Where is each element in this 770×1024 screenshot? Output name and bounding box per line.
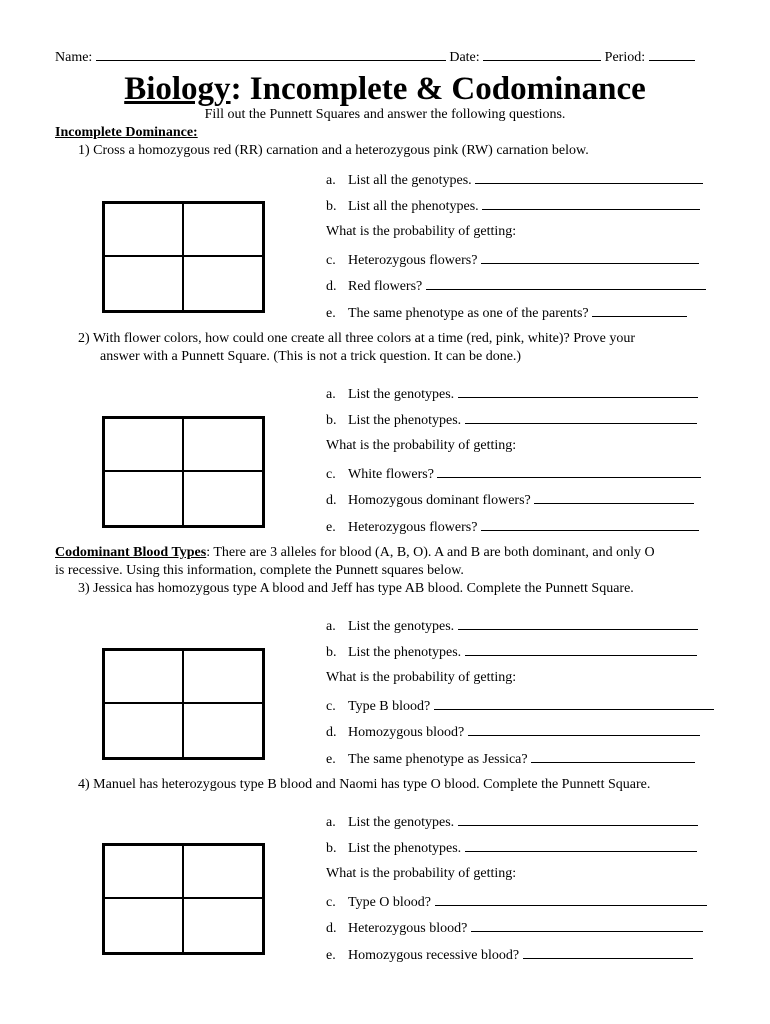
punnett-cell[interactable] bbox=[105, 472, 184, 525]
q3-b: b. List the phenotypes. bbox=[326, 643, 697, 661]
punnett-cell[interactable] bbox=[184, 846, 263, 899]
section-heading-codominant: Codominant Blood Types bbox=[55, 545, 207, 560]
q3-prob: What is the probability of getting: bbox=[326, 670, 517, 685]
codominant-intro-1: : There are 3 alleles for blood (A, B, O). A and B are both dominant, and only O bbox=[206, 545, 655, 560]
q4-a-answer[interactable] bbox=[458, 813, 698, 826]
header-row bbox=[55, 48, 695, 66]
q1-d: d. Red flowers? bbox=[326, 277, 706, 295]
instructions: Fill out the Punnett Squares and answer the following questions. bbox=[204, 107, 566, 122]
q4-b-answer[interactable] bbox=[465, 839, 697, 852]
q4-c-answer[interactable] bbox=[435, 893, 707, 906]
q4-e-answer[interactable] bbox=[523, 946, 693, 959]
q2-d: d. Homozygous dominant flowers? bbox=[326, 491, 694, 509]
title-rest: : Incomplete & Codominance bbox=[230, 71, 646, 107]
date-label: Date: bbox=[449, 50, 480, 65]
punnett-cell[interactable] bbox=[184, 899, 263, 952]
q4-a: a. List the genotypes. bbox=[326, 813, 698, 831]
name-label: Name: bbox=[55, 50, 93, 65]
punnett-cell[interactable] bbox=[105, 257, 184, 310]
title-subject: Biology bbox=[124, 71, 231, 107]
q2-e-answer[interactable] bbox=[481, 518, 699, 531]
question-2-line-2: answer with a Punnett Square. (This is not a trick question. It can be done.) bbox=[100, 349, 522, 364]
date-field[interactable] bbox=[483, 48, 601, 61]
q3-a-answer[interactable] bbox=[458, 617, 698, 630]
q2-b: b. List the phenotypes. bbox=[326, 411, 697, 429]
q2-d-answer[interactable] bbox=[534, 491, 694, 504]
page-title bbox=[0, 70, 770, 108]
question-3: 3) Jessica has homozygous type A blood and Jeff has type AB blood. Complete the Punnett Square. bbox=[78, 581, 634, 596]
q3-a: a. List the genotypes. bbox=[326, 617, 698, 635]
q2-prob: What is the probability of getting: bbox=[326, 438, 517, 453]
question-2-line-1: 2) With flower colors, how could one create all three colors at a time (red, pink, white)? Prove your bbox=[78, 331, 636, 346]
name-field[interactable] bbox=[96, 48, 446, 61]
q2-b-answer[interactable] bbox=[465, 411, 697, 424]
q4-c: c. Type O blood? bbox=[326, 893, 707, 911]
q1-c-answer[interactable] bbox=[481, 251, 699, 264]
q3-d-answer[interactable] bbox=[468, 723, 700, 736]
q3-c-answer[interactable] bbox=[434, 697, 714, 710]
period-label: Period: bbox=[604, 50, 646, 65]
q1-a-answer[interactable] bbox=[475, 171, 703, 184]
q4-prob: What is the probability of getting: bbox=[326, 866, 517, 881]
q2-a-answer[interactable] bbox=[458, 385, 698, 398]
q2-c: c. White flowers? bbox=[326, 465, 701, 483]
q1-b-answer[interactable] bbox=[482, 197, 700, 210]
punnett-square-3[interactable] bbox=[102, 648, 265, 760]
punnett-cell[interactable] bbox=[105, 419, 184, 472]
q1-a: a. List all the genotypes. bbox=[326, 171, 703, 189]
q1-d-answer[interactable] bbox=[426, 277, 706, 290]
q4-d-answer[interactable] bbox=[471, 919, 703, 932]
question-4: 4) Manuel has heterozygous type B blood and Naomi has type O blood. Complete the Punnett Square. bbox=[78, 777, 651, 792]
question-1: 1) Cross a homozygous red (RR) carnation and a heterozygous pink (RW) carnation below. bbox=[78, 143, 589, 158]
punnett-cell[interactable] bbox=[184, 257, 263, 310]
q3-c: c. Type B blood? bbox=[326, 697, 714, 715]
q2-c-answer[interactable] bbox=[437, 465, 701, 478]
q2-e: e. Heterozygous flowers? bbox=[326, 518, 699, 536]
q1-b: b. List all the phenotypes. bbox=[326, 197, 700, 215]
q1-prob: What is the probability of getting: bbox=[326, 224, 517, 239]
punnett-cell[interactable] bbox=[184, 704, 263, 757]
punnett-square-2[interactable] bbox=[102, 416, 265, 528]
punnett-cell[interactable] bbox=[105, 704, 184, 757]
punnett-cell[interactable] bbox=[184, 472, 263, 525]
q3-e: e. The same phenotype as Jessica? bbox=[326, 750, 695, 768]
punnett-cell[interactable] bbox=[105, 204, 184, 257]
codominant-intro-2: is recessive. Using this information, complete the Punnett squares below. bbox=[55, 563, 464, 578]
punnett-square-4[interactable] bbox=[102, 843, 265, 955]
q3-e-answer[interactable] bbox=[531, 750, 695, 763]
punnett-cell[interactable] bbox=[105, 899, 184, 952]
punnett-square-1[interactable] bbox=[102, 201, 265, 313]
q1-e-answer[interactable] bbox=[592, 304, 687, 317]
punnett-cell[interactable] bbox=[184, 651, 263, 704]
q4-d: d. Heterozygous blood? bbox=[326, 919, 703, 937]
section-codominance-intro bbox=[55, 545, 655, 561]
q2-a: a. List the genotypes. bbox=[326, 385, 698, 403]
q1-e: e. The same phenotype as one of the parents? bbox=[326, 304, 687, 322]
section-heading-incomplete: Incomplete Dominance: bbox=[55, 125, 198, 140]
q4-b: b. List the phenotypes. bbox=[326, 839, 697, 857]
punnett-cell[interactable] bbox=[105, 846, 184, 899]
punnett-cell[interactable] bbox=[184, 419, 263, 472]
q3-d: d. Homozygous blood? bbox=[326, 723, 700, 741]
period-field[interactable] bbox=[649, 48, 695, 61]
punnett-cell[interactable] bbox=[184, 204, 263, 257]
q4-e: e. Homozygous recessive blood? bbox=[326, 946, 693, 964]
q3-b-answer[interactable] bbox=[465, 643, 697, 656]
q1-c: c. Heterozygous flowers? bbox=[326, 251, 699, 269]
punnett-cell[interactable] bbox=[105, 651, 184, 704]
